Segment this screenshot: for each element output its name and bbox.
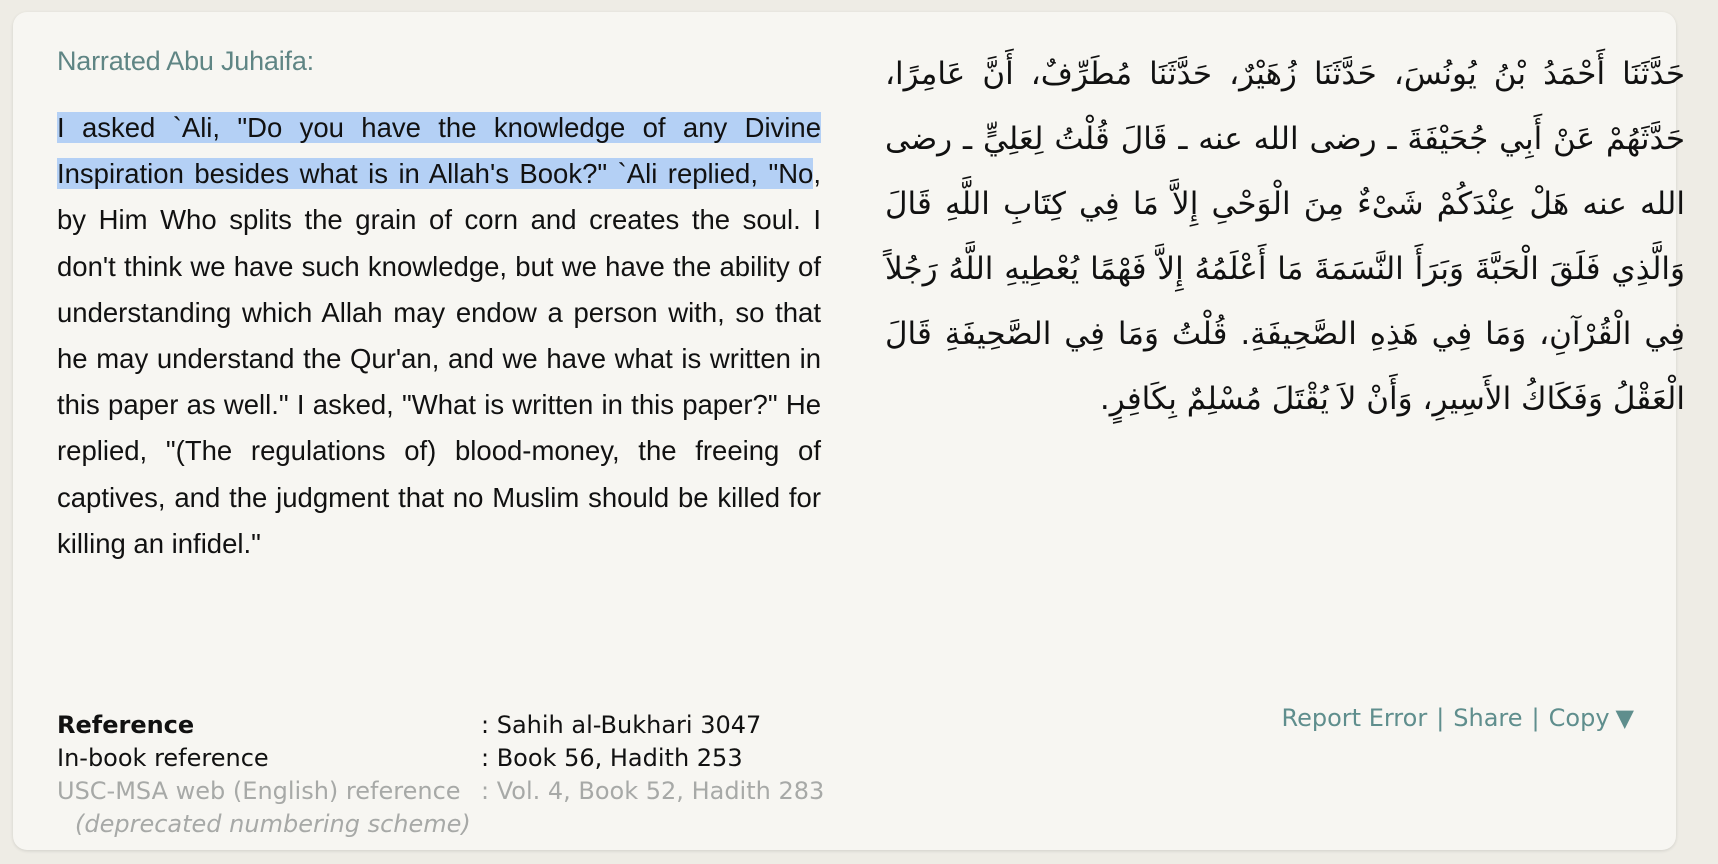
share-link[interactable]: Share bbox=[1453, 704, 1523, 732]
separator: | bbox=[1436, 704, 1445, 732]
in-book-reference-value: : Book 56, Hadith 253 bbox=[481, 744, 743, 772]
selected-text: I asked `Ali, "Do you have the knowledge of any Divine Inspiration besides what is in Allah's Book?" `Ali replied, "No bbox=[57, 112, 821, 190]
reference-value: : Sahih al-Bukhari 3047 bbox=[481, 711, 762, 739]
narrator-heading: Narrated Abu Juhaifa: bbox=[57, 46, 314, 76]
deprecated-note: (deprecated numbering scheme) bbox=[75, 810, 471, 838]
report-error-link[interactable]: Report Error bbox=[1281, 704, 1428, 732]
separator: | bbox=[1531, 704, 1540, 732]
copy-link[interactable]: Copy bbox=[1548, 704, 1610, 732]
copy-dropdown-arrow-icon[interactable]: ▼ bbox=[1615, 704, 1634, 732]
reference-row bbox=[57, 709, 824, 742]
hadith-actions bbox=[1282, 704, 1635, 732]
arabic-text: حَدَّثَنَا أَحْمَدُ بْنُ يُونُسَ، حَدَّثَنَا زُهَيْرٌ، حَدَّثَنَا مُطَرِّفٌ، أَنَّ عَامِرًا، حَدَّثَهُمْ عَنْ أَبِي جُحَيْفَةَ ـ رضى الله عنه ـ قَالَ قُلْتُ لِعَلِيٍّ ـ رضى الله عنه هَلْ عِنْدَكُمْ شَىْءٌ مِنَ الْوَحْىِ إِلاَّ مَا فِي كِتَابِ اللَّهِ قَالَ وَالَّذِي فَلَقَ الْحَبَّةَ وَبَرَأَ النَّسَمَةَ مَا أَعْلَمُهُ إِلاَّ فَهْمًا يُعْطِيهِ اللَّهُ رَجُلاً فِي الْقُرْآنِ، وَمَا فِي هَذِهِ الصَّحِيفَةِ‏.‏ قُلْتُ وَمَا فِي الصَّحِيفَةِ قَالَ الْعَقْلُ وَفَكَاكُ الأَسِيرِ، وَأَنْ لاَ يُقْتَلَ مُسْلِمٌ بِكَافِرٍ‏. bbox=[885, 56, 1685, 417]
usc-msa-reference-row bbox=[57, 775, 824, 808]
usc-msa-reference-label: USC-MSA web (English) reference bbox=[57, 777, 461, 805]
english-text bbox=[57, 105, 821, 567]
reference-label: Reference bbox=[57, 711, 195, 739]
usc-msa-reference-value: : Vol. 4, Book 52, Hadith 283 bbox=[481, 777, 825, 805]
in-book-reference-row bbox=[57, 742, 824, 775]
hadith-card bbox=[13, 12, 1685, 850]
reference-table bbox=[57, 709, 824, 841]
in-book-reference-label: In-book reference bbox=[57, 744, 269, 772]
english-text-rest: , by Him Who splits the grain of corn and creates the soul. I don't think we have such knowledge, but we have the ability of understanding which Allah may endow a person with, so that he may understand the Qur'an, and we have what is written in this paper as well." I asked, "What is written in this paper?" He replied, "(The regulations of) blood-money, the freeing of captives, and the judgment that no Muslim should be killed for killing an infidel." bbox=[57, 158, 821, 559]
